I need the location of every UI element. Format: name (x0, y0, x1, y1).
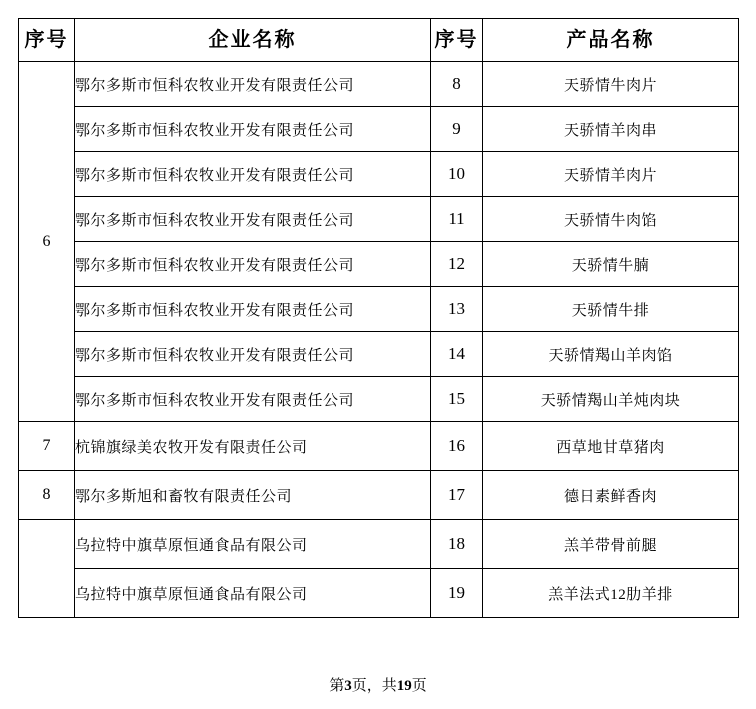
table-row (19, 471, 739, 520)
company-name-cell: 鄂尔多斯市恒科农牧业开发有限责任公司 (75, 377, 431, 422)
product-name-cell: 天骄情羊肉片 (483, 152, 739, 197)
footer-suffix: 页 (411, 678, 427, 694)
product-name-cell: 天骄情羊肉串 (483, 107, 739, 152)
group-seq-cell: 7 (19, 422, 75, 471)
table-row (19, 197, 739, 242)
product-name-cell: 天骄情羯山羊肉馅 (483, 332, 739, 377)
product-seq-cell: 10 (431, 152, 483, 197)
page-footer (0, 674, 756, 695)
footer-middle: 页，共 (351, 678, 397, 694)
table-body (19, 62, 739, 618)
product-seq-cell: 15 (431, 377, 483, 422)
product-name-cell: 天骄情牛肉馅 (483, 197, 739, 242)
company-name-cell: 鄂尔多斯市恒科农牧业开发有限责任公司 (75, 287, 431, 332)
product-seq-cell: 14 (431, 332, 483, 377)
product-seq-cell: 8 (431, 62, 483, 107)
product-name-cell: 天骄情牛排 (483, 287, 739, 332)
company-name-cell: 乌拉特中旗草原恒通食品有限公司 (75, 520, 431, 569)
product-name-cell: 羔羊带骨前腿 (483, 520, 739, 569)
table-row (19, 332, 739, 377)
column-header-company-name: 企业名称 (75, 19, 431, 62)
company-name-cell: 鄂尔多斯市恒科农牧业开发有限责任公司 (75, 197, 431, 242)
product-name-cell: 德日素鲜香肉 (483, 471, 739, 520)
table-row (19, 422, 739, 471)
table-row (19, 107, 739, 152)
table-row (19, 520, 739, 569)
table-header (19, 19, 739, 62)
company-name-cell: 杭锦旗绿美农牧开发有限责任公司 (75, 422, 431, 471)
product-seq-cell: 12 (431, 242, 483, 287)
column-header-seq-product: 序号 (431, 19, 483, 62)
footer-page-number: 3 (344, 678, 352, 694)
table-row (19, 242, 739, 287)
company-name-cell: 鄂尔多斯市恒科农牧业开发有限责任公司 (75, 242, 431, 287)
product-seq-cell: 17 (431, 471, 483, 520)
table-row (19, 569, 739, 618)
group-seq-cell (19, 520, 75, 618)
product-name-cell: 羔羊法式12肋羊排 (483, 569, 739, 618)
product-seq-cell: 19 (431, 569, 483, 618)
product-name-cell: 天骄情羯山羊炖肉块 (483, 377, 739, 422)
product-name-cell: 天骄情牛腩 (483, 242, 739, 287)
product-seq-cell: 13 (431, 287, 483, 332)
company-name-cell: 鄂尔多斯市恒科农牧业开发有限责任公司 (75, 62, 431, 107)
column-header-seq-company: 序号 (19, 19, 75, 62)
column-header-product-name: 产品名称 (483, 19, 739, 62)
table-header-row (19, 19, 739, 62)
product-seq-cell: 18 (431, 520, 483, 569)
table-row (19, 152, 739, 197)
group-seq-cell: 6 (19, 62, 75, 422)
product-name-cell: 西草地甘草猪肉 (483, 422, 739, 471)
company-name-cell: 鄂尔多斯旭和畜牧有限责任公司 (75, 471, 431, 520)
table-row (19, 287, 739, 332)
product-listing-table (18, 18, 739, 618)
product-seq-cell: 16 (431, 422, 483, 471)
product-seq-cell: 9 (431, 107, 483, 152)
table-row (19, 377, 739, 422)
product-name-cell: 天骄情牛肉片 (483, 62, 739, 107)
company-name-cell: 鄂尔多斯市恒科农牧业开发有限责任公司 (75, 107, 431, 152)
table-row (19, 62, 739, 107)
footer-prefix: 第 (329, 678, 345, 694)
company-name-cell: 鄂尔多斯市恒科农牧业开发有限责任公司 (75, 332, 431, 377)
company-name-cell: 鄂尔多斯市恒科农牧业开发有限责任公司 (75, 152, 431, 197)
footer-total-pages: 19 (396, 678, 412, 694)
group-seq-cell: 8 (19, 471, 75, 520)
product-seq-cell: 11 (431, 197, 483, 242)
company-name-cell: 乌拉特中旗草原恒通食品有限公司 (75, 569, 431, 618)
